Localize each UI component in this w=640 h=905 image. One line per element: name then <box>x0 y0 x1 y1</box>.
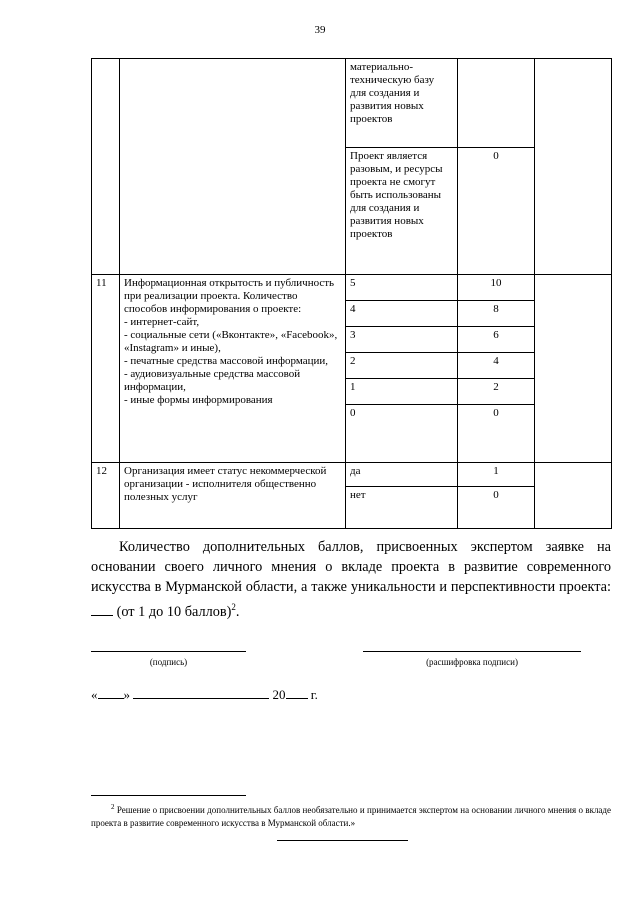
option-cell: нет <box>346 487 458 529</box>
criterion-list-item: - интернет-сайт, <box>124 316 200 328</box>
date-line <box>91 686 318 703</box>
date-close-quote: » <box>123 687 130 702</box>
option-cell <box>346 59 458 148</box>
footnote-text: Решение о присвоении дополнительных баллов необязательно и принимается экспертом на основании личного мнения о вкладе проекта в развитие современного искусства в Мурманской области.» <box>91 805 611 828</box>
date-open-quote: « <box>91 687 98 702</box>
table-row <box>92 463 612 487</box>
option-cell: 5 <box>346 275 458 301</box>
expert-score-cell <box>535 59 612 275</box>
criterion-list-item: - печатные средства массовой информации, <box>124 355 329 367</box>
year-suffix: г. <box>310 687 318 702</box>
criterion-list-item: - социальные сети («Вконтакте», «Facebook», «Instagram» и иные), <box>124 329 338 354</box>
footnote-separator <box>91 795 246 796</box>
month-blank <box>133 686 269 699</box>
footnote-marker: 2 <box>111 803 115 811</box>
points-cell: 0 <box>458 487 535 529</box>
points-cell: 6 <box>458 327 535 353</box>
expert-score-cell <box>535 463 612 529</box>
year-blank <box>286 686 308 699</box>
points-cell: 10 <box>458 275 535 301</box>
criteria-table <box>91 58 612 529</box>
points-cell: 0 <box>458 148 535 275</box>
paragraph-text: Количество дополнительных баллов, присвоенных экспертом заявке на основании своего личного мнения о вкладе проекта в развитие современного искусства в Мурманской области, а также уникальности и перспективности проекта: <box>91 539 611 595</box>
signature-caption: (подпись) <box>149 657 188 667</box>
footnote-ref: 2 <box>231 602 236 612</box>
criterion-cell: Организация имеет статус некоммерческой организации - исполнителя общественно полезных услуг <box>120 463 346 529</box>
year-prefix: 20 <box>272 687 286 702</box>
name-decoding-line <box>363 651 581 652</box>
row-number-cell: 11 <box>92 275 120 463</box>
option-cell: 3 <box>346 327 458 353</box>
criterion-intro: Информационная открытость и публичность при реализации проекта. Количество способов информирования о проекте: <box>124 277 335 315</box>
option-cell: 4 <box>346 301 458 327</box>
criterion-cell <box>120 275 346 463</box>
points-cell <box>458 59 535 148</box>
table-row <box>92 59 612 148</box>
expert-score-cell <box>535 275 612 463</box>
criterion-list-item: - иные формы информирования <box>124 394 273 406</box>
row-number-cell: 12 <box>92 463 120 529</box>
criterion-list-item: - аудиовизуальные средства массовой информации, <box>124 368 301 393</box>
points-cell: 1 <box>458 463 535 487</box>
name-decoding-caption: (расшифровка подписи) <box>426 657 518 667</box>
points-cell: 8 <box>458 301 535 327</box>
criterion-cell <box>120 59 346 275</box>
option-cell: 2 <box>346 353 458 379</box>
option-cell: да <box>346 463 458 487</box>
option-label: материально-техническую базу для создания и развития новых проектов <box>350 61 435 125</box>
points-range: (от 1 до 10 баллов) <box>116 603 232 620</box>
option-cell: 0 <box>346 405 458 463</box>
page-number: 39 <box>314 24 326 36</box>
table-row <box>92 275 612 301</box>
signature-line <box>91 651 246 652</box>
points-cell: 4 <box>458 353 535 379</box>
row-number-cell <box>92 59 120 275</box>
footnote <box>91 801 611 830</box>
additional-points-paragraph <box>91 537 611 622</box>
points-cell: 0 <box>458 405 535 463</box>
end-rule <box>277 840 408 841</box>
option-label: Проект является разовым, и ресурсы проекта не смогут быть использованы для создания и развития новых проектов <box>350 150 443 240</box>
option-cell <box>346 148 458 275</box>
day-blank <box>98 686 124 699</box>
points-cell: 2 <box>458 379 535 405</box>
paragraph-tail: . <box>235 603 240 620</box>
option-cell: 1 <box>346 379 458 405</box>
points-blank <box>91 603 113 616</box>
